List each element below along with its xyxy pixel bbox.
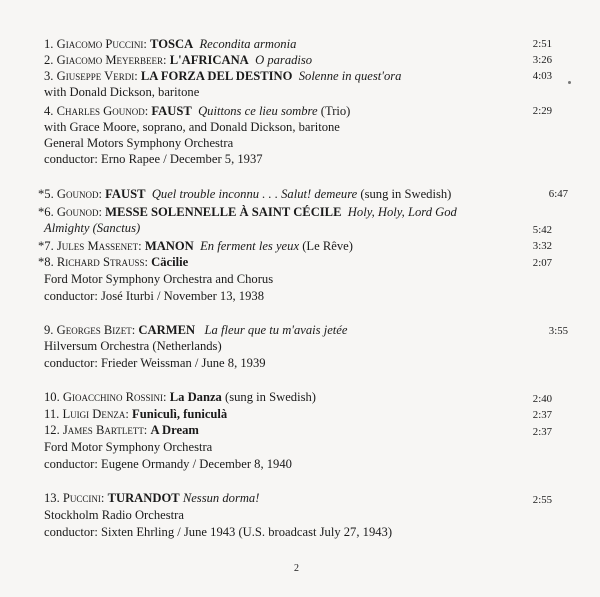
session-4-orchestra: Ford Motor Symphony Orchestra <box>44 440 213 454</box>
track-9-time: 3:55 <box>548 325 568 337</box>
track-8-time: 2:07 <box>532 257 552 269</box>
track-4-note: with Grace Moore, soprano, and Donald Dickson, baritone <box>44 120 340 134</box>
track-3-time: 4:03 <box>532 70 552 82</box>
track-9: 9. Georges Bizet: CARMEN La fleur que tu m'avais jetée <box>44 323 348 337</box>
track-7: *7. Jules Massenet: MANON En ferment les yeux (Le Rêve) <box>38 239 353 253</box>
session-3-orchestra: Hilversum Orchestra (Netherlands) <box>44 339 222 353</box>
page-number: 2 <box>294 563 299 574</box>
track-7-time: 3:32 <box>532 240 552 252</box>
speck <box>568 81 571 84</box>
track-11-time: 2:37 <box>532 409 552 421</box>
track-3-note: with Donald Dickson, baritone <box>44 85 200 99</box>
track-8: *8. Richard Strauss: Cäcilie <box>38 255 189 269</box>
track-10-time: 2:40 <box>532 393 552 405</box>
track-13: 13. Puccini: TURANDOT Nessun dorma! <box>44 491 260 505</box>
track-12: 12. James Bartlett: A Dream <box>44 423 199 437</box>
session-5-orchestra: Stockholm Radio Orchestra <box>44 508 184 522</box>
track-1: 1. Giacomo Puccini: TOSCA Recondita armonia <box>44 37 297 51</box>
session-1-conductor: conductor: Erno Rapee / December 5, 1937 <box>44 152 263 166</box>
track-6: *6. Gounod: MESSE SOLENNELLE À SAINT CÉCILE Holy, Holy, Lord God <box>38 205 457 219</box>
track-12-time: 2:37 <box>532 426 552 438</box>
track-1-time: 2:51 <box>532 38 552 50</box>
track-2: 2. Giacomo Meyerbeer: L'AFRICANA O paradiso <box>44 53 313 67</box>
track-13-time: 2:55 <box>532 494 552 506</box>
session-2-conductor: conductor: José Iturbi / November 13, 1938 <box>44 289 264 303</box>
track-10: 10. Gioacchino Rossini: La Danza (sung in Swedish) <box>44 390 316 404</box>
track-2-time: 3:26 <box>532 54 552 66</box>
track-5: *5. Gounod: FAUST Quel trouble inconnu . . . Salut! demeure (sung in Swedish) <box>38 187 452 201</box>
session-4-conductor: conductor: Eugene Ormandy / December 8, 1940 <box>44 457 292 471</box>
session-3-conductor: conductor: Frieder Weissman / June 8, 1939 <box>44 356 266 370</box>
track-4: 4. Charles Gounod: FAUST Quittons ce lieu sombre (Trio) <box>44 104 351 118</box>
track-5-time: 6:47 <box>548 188 568 200</box>
track-11: 11. Luigi Denza: Funiculì, funiculà <box>44 407 228 421</box>
track-6-time: 5:42 <box>532 224 552 236</box>
session-2-orchestra: Ford Motor Symphony Orchestra and Chorus <box>44 272 274 286</box>
track-6-aria-cont: Almighty (Sanctus) <box>44 221 141 235</box>
track-3: 3. Giuseppe Verdi: LA FORZA DEL DESTINO Solenne in quest'ora <box>44 69 402 83</box>
session-5-conductor: conductor: Sixten Ehrling / June 1943 (U.S. broadcast July 27, 1943) <box>44 525 393 539</box>
session-1-orchestra: General Motors Symphony Orchestra <box>44 136 234 150</box>
track-4-time: 2:29 <box>532 105 552 117</box>
